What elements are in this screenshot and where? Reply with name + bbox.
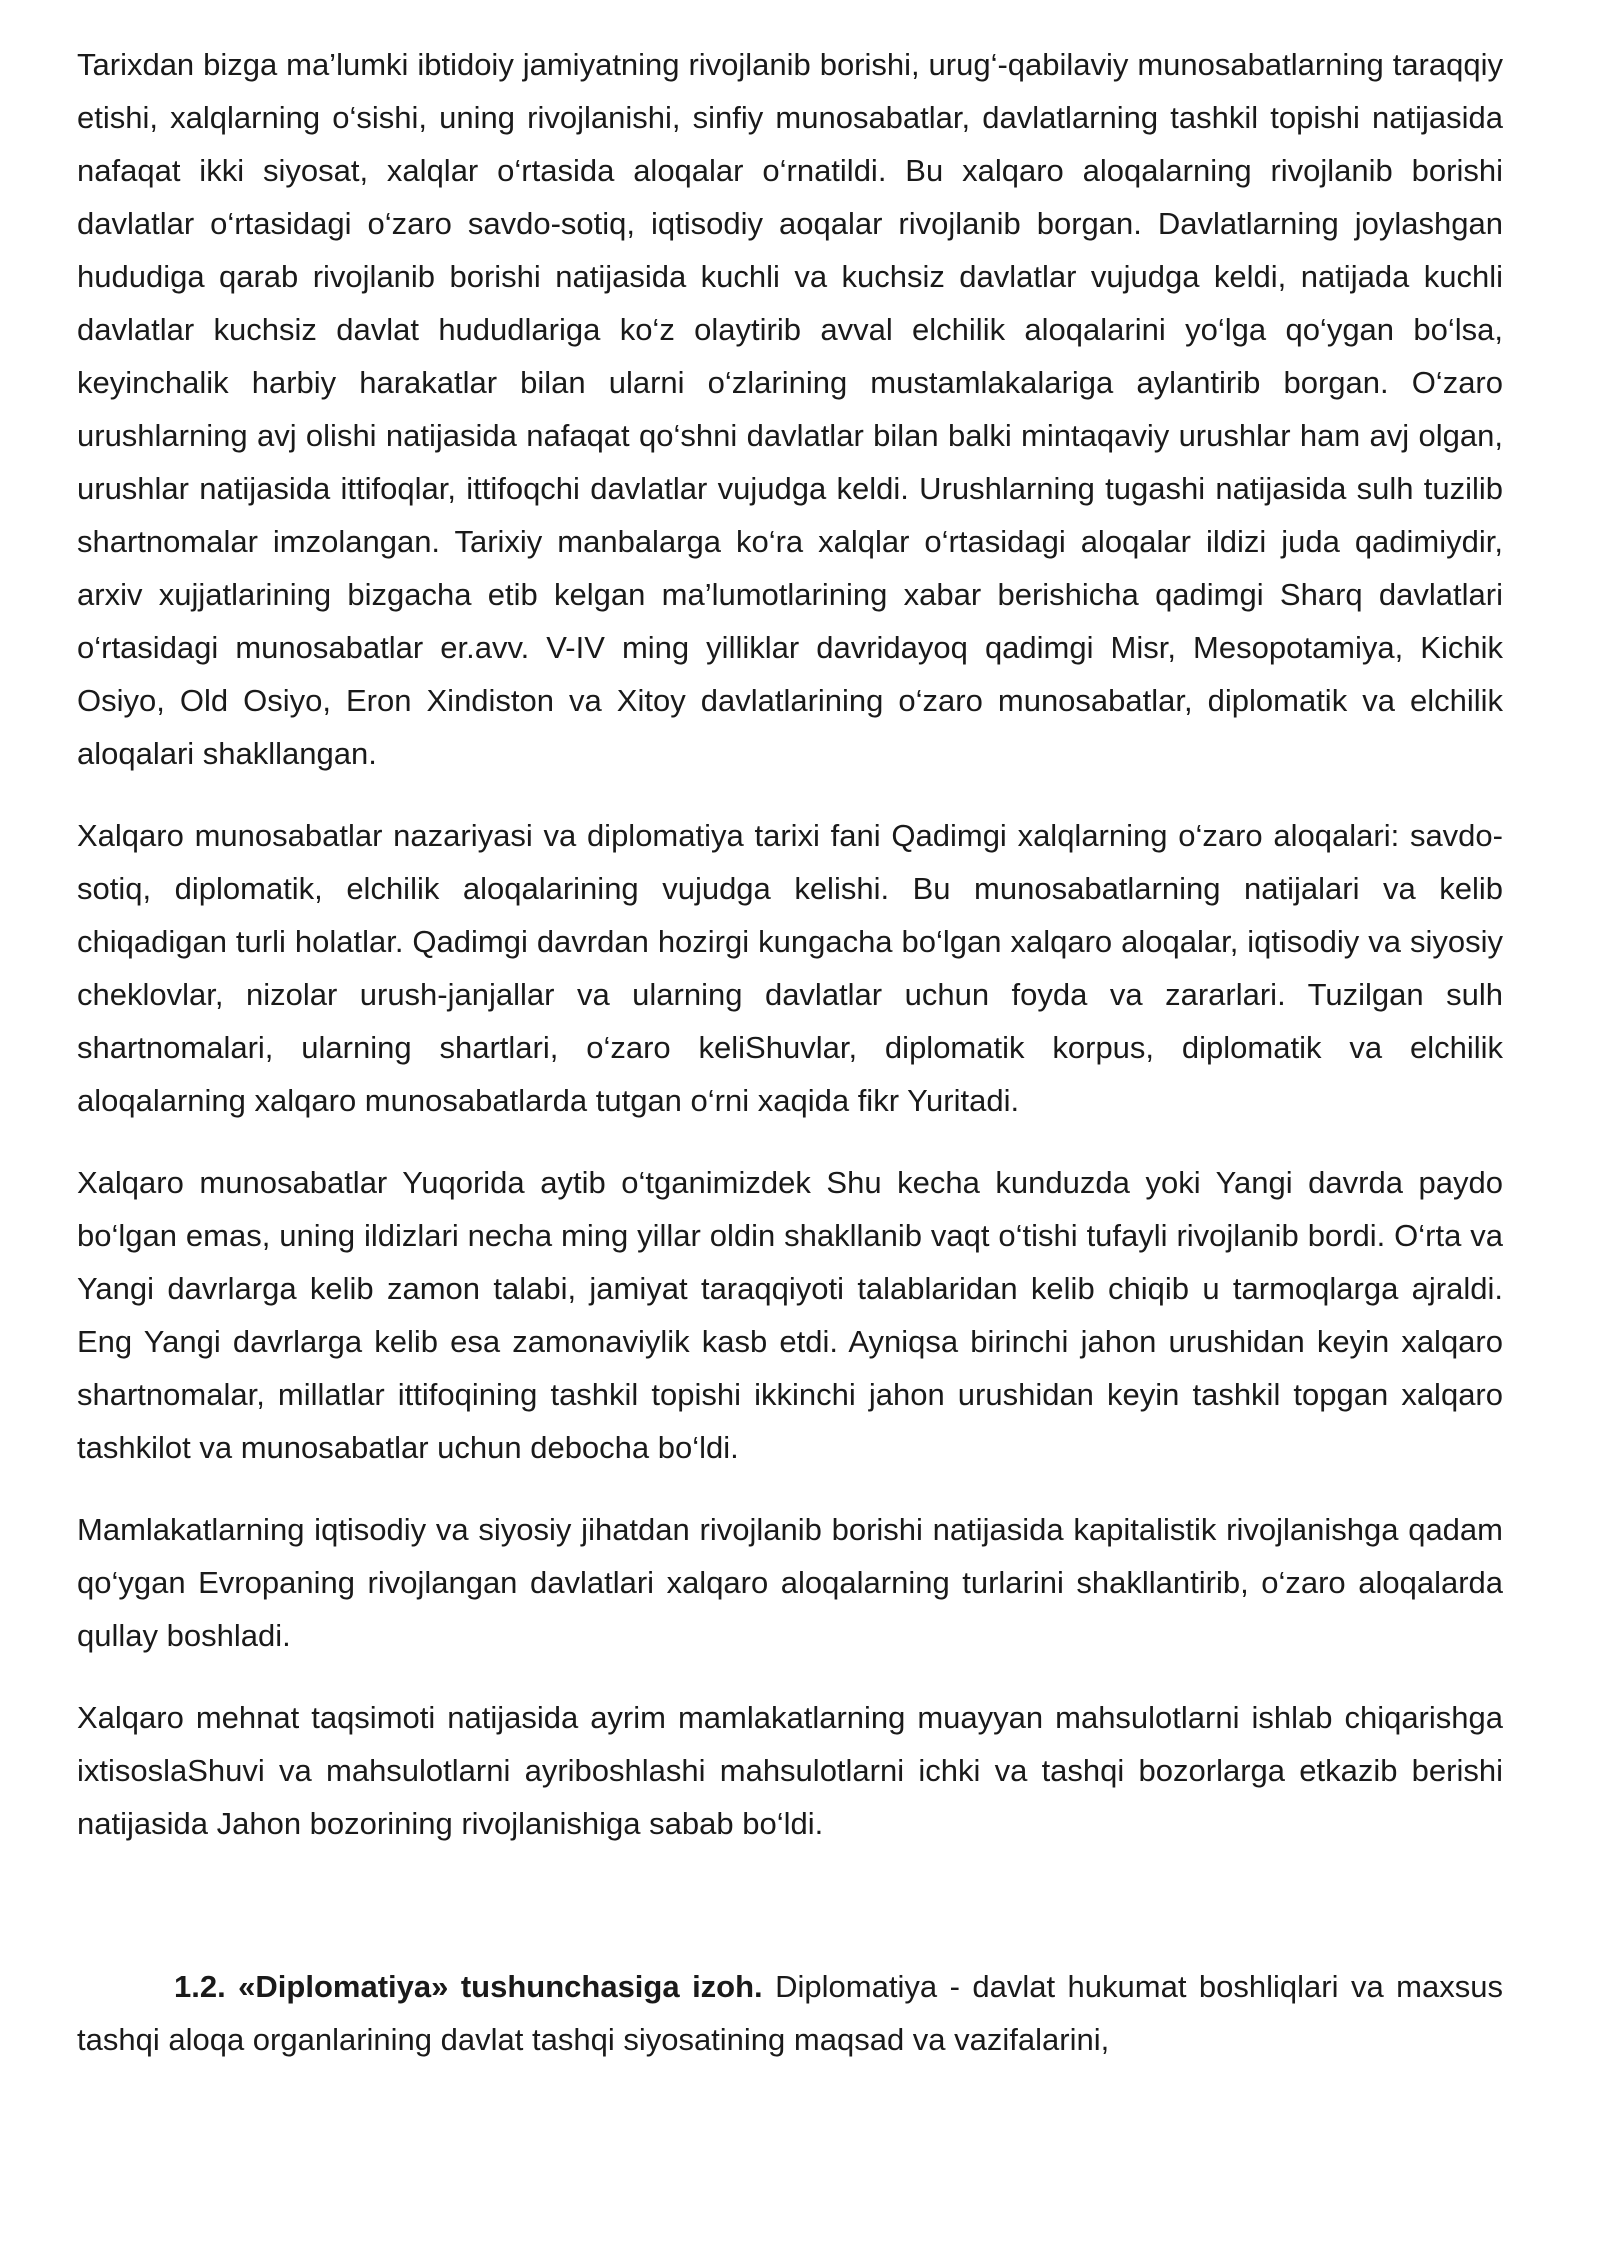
document-page xyxy=(77,38,1503,2066)
section-heading: 1.2. «Diplomatiya» tushunchasiga izoh. xyxy=(174,1969,763,2004)
paragraph-history-of-relations: Tarixdan bizga ma’lumki ibtidoiy jamiyatning rivojlanib borishi, urug‘-qabilaviy munosabatlarning taraqqiy etishi, xalqlarning o‘sishi, uning rivojlanishi, sinfiy munosabatlar, davlatlarning tashkil topishi natijasida nafaqat ikki siyosat, xalqlar o‘rtasida aloqalar o‘rnatildi. Bu xalqaro aloqalarning rivojlanib borishi davlatlar o‘rtasidagi o‘zaro savdo-sotiq, iqtisodiy aoqalar rivojlanib borgan. Davlatlarning joylashgan hududiga qarab rivojlanib borishi natijasida kuchli va kuchsiz davlatlar vujudga keldi, natijada kuchli davlatlar kuchsiz davlat hududlariga ko‘z olaytirib avval elchilik aloqalarini yo‘lga qo‘ygan bo‘lsa, keyinchalik harbiy harakatlar bilan ularni o‘zlarining mustamlakalariga aylantirib borgan. O‘zaro urushlarning avj olishi natijasida nafaqat qo‘shni davlatlar bilan balki mintaqaviy urushlar ham avj olgan, urushlar natijasida ittifoqlar, ittifoqchi davlatlar vujudga keldi. Urushlarning tugashi natijasida sulh tuzilib shartnomalar imzolangan. Tarixiy manbalarga ko‘ra xalqlar o‘rtasidagi aloqalar ildizi juda qadimiydir, arxiv xujjatlarining bizgacha etib kelgan ma’lumotlarining xabar berishicha qadimgi Sharq davlatlari o‘rtasidagi munosabatlar er.avv. V-IV ming yilliklar davridayoq qadimgi Misr, Mesopotamiya, Kichik Osiyo, Old Osiyo, Eron Xindiston va Xitoy davlatlarining o‘zaro munosabatlar, diplomatik va elchilik aloqalari shakllangan. xyxy=(77,47,1503,771)
section-diplomacy xyxy=(77,1960,1503,2066)
paragraph-course-subject: Xalqaro munosabatlar nazariyasi va diplomatiya tarixi fani Qadimgi xalqlarning o‘zaro aloqalari: savdo-sotiq, diplomatik, elchilik aloqalarining vujudga kelishi. Bu munosabatlarning natijalari va kelib chiqadigan turli holatlar. Qadimgi davrdan hozirgi kungacha bo‘lgan xalqaro aloqalar, iqtisodiy va siyosiy cheklovlar, nizolar urush-janjallar va ularning davlatlar uchun foyda va zararlari. Tuzilgan sulh shartnomalari, ularning shartlari, o‘zaro keliShuvlar, diplomatik korpus, diplomatik va elchilik aloqalarning xalqaro munosabatlarda tutgan o‘rni xaqida fikr Yuritadi. xyxy=(77,818,1503,1118)
paragraph-development-of-relations: Xalqaro munosabatlar Yuqorida aytib o‘tganimizdek Shu kecha kunduzda yoki Yangi davrda paydo bo‘lgan emas, uning ildizlari necha ming yillar oldin shakllanib vaqt o‘tishi tufayli rivojlanib bordi. O‘rta va Yangi davrlarga kelib zamon talabi, jamiyat taraqqiyoti talablaridan kelib chiqib u tarmoqlarga ajraldi. Eng Yangi davrlarga kelib esa zamonaviylik kasb etdi. Ayniqsa birinchi jahon urushidan keyin xalqaro shartnomalar, millatlar ittifoqining tashkil topishi ikkinchi jahon urushidan keyin tashkil topgan xalqaro tashkilot va munosabatlar uchun debocha bo‘ldi. xyxy=(77,1165,1503,1465)
section-text: Diplomatiya - davlat hukumat boshliqlari va maxsus tashqi aloqa organlarining davlat tashqi siyosatining maqsad va vazifalarini, xyxy=(77,1969,1503,2057)
paragraph-labour-division: Xalqaro mehnat taqsimoti natijasida ayrim mamlakatlarning muayyan mahsulotlarni ishlab chiqarishga ixtisoslaShuvi va mahsulotlarni ayriboshlashi mahsulotlarni ichki va tashqi bozorlarga etkazib berishi natijasida Jahon bozorining rivojlanishiga sabab bo‘ldi. xyxy=(77,1700,1503,1841)
paragraph-economic-development: Mamlakatlarning iqtisodiy va siyosiy jihatdan rivojlanib borishi natijasida kapitalistik rivojlanishga qadam qo‘ygan Evropaning rivojlangan davlatlari xalqaro aloqalarning turlarini shakllantirib, o‘zaro aloqalarda qullay boshladi. xyxy=(77,1512,1503,1653)
